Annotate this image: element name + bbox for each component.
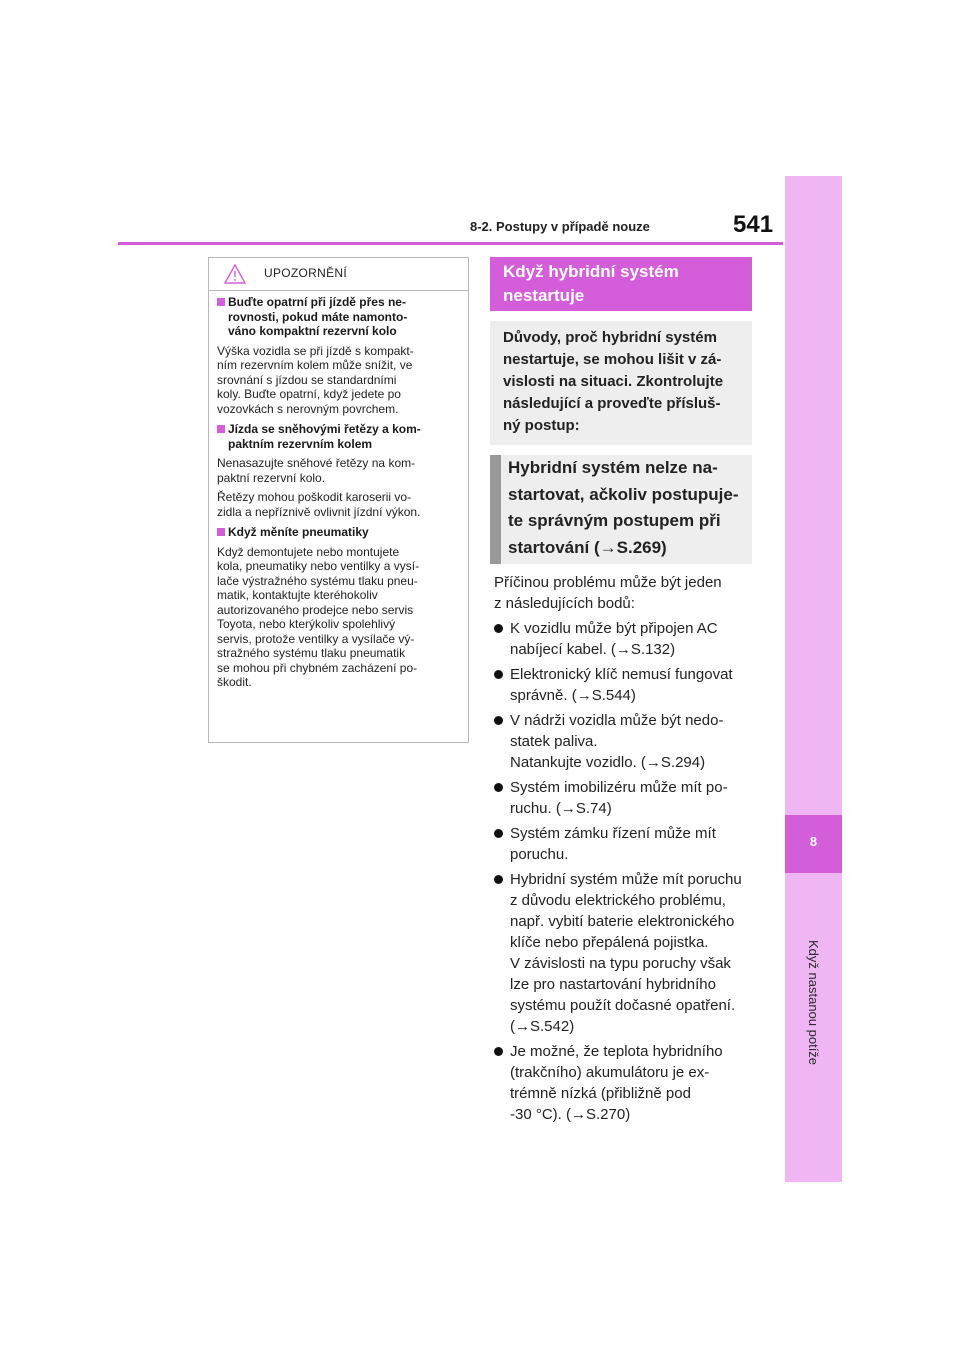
list-item-text: Je možné, že teplota hybridního (trakčního) akumulátoru je ex- trémně nízká (přibližně pod -30 °C). (→S.270) [510, 1043, 723, 1123]
chapter-side-tab [785, 176, 842, 1182]
caution-paragraph: Výška vozidla se při jízdě s kompakt- ním rezervním kolem může snížit, ve srovnání s jízdou se standardními koly. Buďte opatrní, když jedete po vozovkách s nerovným povrchem. [217, 343, 414, 416]
chapter-number: 8 [809, 834, 818, 849]
caution-box [208, 257, 469, 743]
section-heading [490, 257, 752, 311]
list-item-text: Elektronický klíč nemusí fungovat správně. (→S.544) [510, 666, 733, 704]
caution-paragraph: Nenasazujte sněhové řetězy na kom- paktní rezervní kolo. [217, 456, 416, 485]
section-heading-text: Když hybridní systém nestartuje [503, 262, 679, 305]
caution-paragraph: Řetězy mohou poškodit karoserii vo- zidla a nepříznivě ovlivnit jízdní výkon. [217, 490, 421, 519]
caution-section-heading [217, 295, 460, 339]
info-text: Důvody, proč hybridní systém nestartuje, se mohou lišit v zá- vislosti na situaci. Zkontrolujte následující a proveďte přísluš- ný postup: [503, 329, 724, 434]
warning-triangle-icon [224, 264, 246, 284]
header-rule [118, 242, 783, 245]
bullet-dot-icon [494, 670, 503, 679]
list-item-text: V nádrži vozidla může být nedo- statek paliva. Natankujte vozidlo. (→S.294) [510, 712, 724, 771]
bullet-dot-icon [494, 875, 503, 884]
chapter-title: Když nastanou potíže [806, 940, 821, 1066]
square-bullet-icon [217, 298, 225, 306]
intro-text: Příčinou problému může být jeden z následujících bodů: [494, 574, 722, 612]
caution-heading-text: Jízda se sněhovými řetězy a kom- paktním rezervním kolem [228, 422, 421, 451]
bullet-dot-icon [494, 829, 503, 838]
list-item-text: Systém zámku řízení může mít poruchu. [510, 825, 716, 863]
list-item [490, 777, 752, 819]
bullet-dot-icon [494, 783, 503, 792]
list-item [490, 869, 752, 1037]
list-item-text: K vozidlu může být připojen AC nabíjecí kabel. (→S.132) [510, 620, 718, 658]
list-item-text: Systém imobilizéru může mít po- ruchu. (→S.74) [510, 779, 728, 817]
subheading-box [490, 455, 752, 564]
list-item [490, 1041, 752, 1125]
bullet-dot-icon [494, 716, 503, 725]
caution-body [209, 291, 468, 690]
caution-section-heading [217, 422, 460, 451]
info-box [490, 321, 752, 445]
square-bullet-icon [217, 425, 225, 433]
cause-list [490, 618, 752, 1125]
list-item [490, 664, 752, 706]
page-number: 541 [733, 211, 774, 238]
caution-heading-text: Když měníte pneumatiky [228, 525, 369, 539]
main-column [490, 257, 752, 1129]
caution-heading-text: Buďte opatrní při jízdě přes ne- rovnosti, pokud máte namonto- váno kompaktní rezervní kolo [228, 295, 408, 338]
caution-header [209, 258, 468, 291]
bullet-dot-icon [494, 1047, 503, 1056]
caution-section [217, 295, 460, 416]
caution-section [217, 422, 460, 519]
bullet-dot-icon [494, 624, 503, 633]
square-bullet-icon [217, 528, 225, 536]
list-item [490, 618, 752, 660]
caution-section-heading [217, 525, 460, 540]
subheading-text: Hybridní systém nelze na- startovat, ačkoliv postupuje- te správným postupem při startování (→S.269) [508, 458, 739, 557]
list-item [490, 823, 752, 865]
list-item [490, 710, 752, 773]
caution-title: UPOZORNĚNÍ [264, 266, 348, 280]
caution-paragraph: Když demontujete nebo montujete kola, pneumatiky nebo ventilky a vysí- lače výstražného systému tlaku pneu- matik, kontaktujte kteréhokoliv autorizovaného prodejce nebo servis Toyota, nebo kterýkoliv spolehlivý servis, protože ventilky a vysílače vý- stražného systému tlaku pneumatik se mohou při chybném zacházení po- škodit. [217, 544, 420, 689]
section-title: 8-2. Postupy v případě nouze [470, 219, 650, 234]
list-item-text: Hybridní systém může mít poruchu z důvodu elektrického problému, např. vybití baterie elektronického klíče nebo přepálená pojistka. V závislosti na typu poruchy však lze pro nastartování hybridního systému použít dočasné opatření. (→S.542) [510, 871, 742, 1035]
caution-section [217, 525, 460, 690]
